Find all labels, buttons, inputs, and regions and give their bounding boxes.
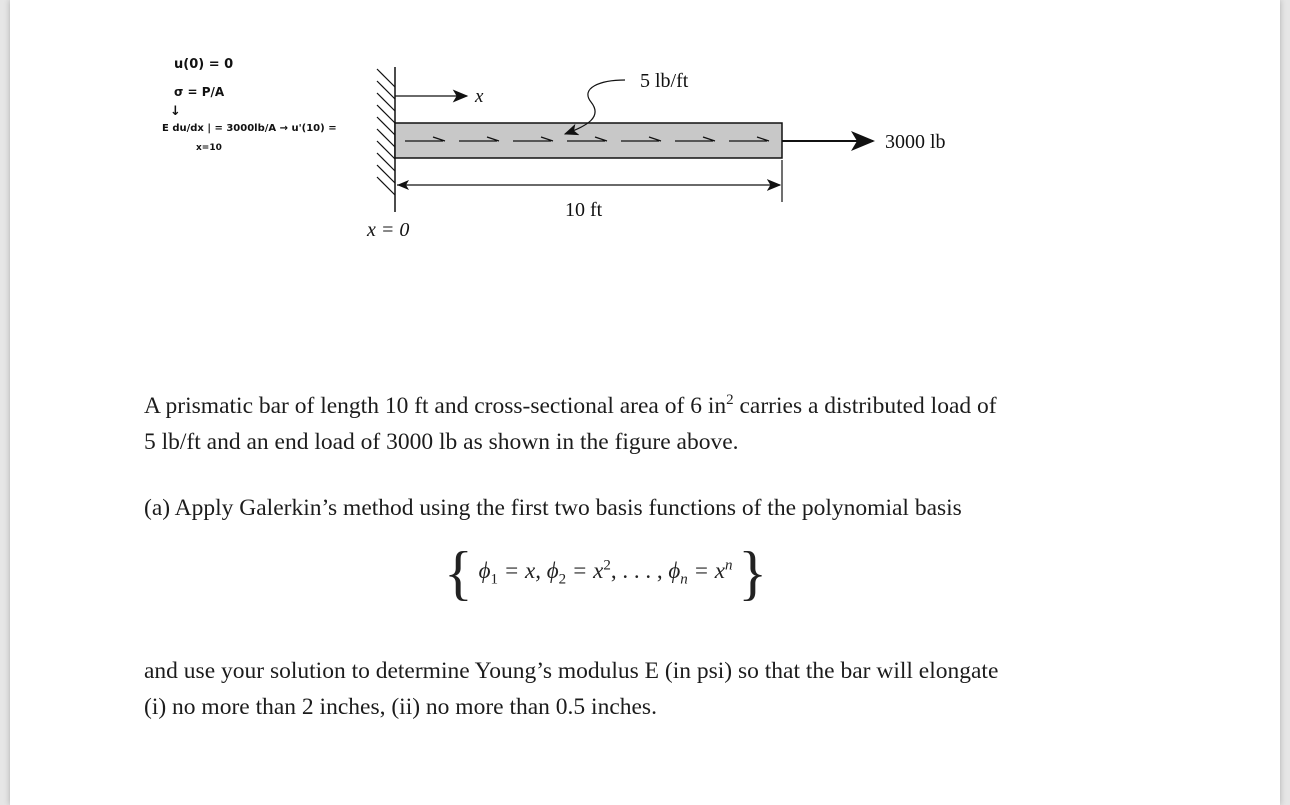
origin-label: x = 0 — [367, 219, 410, 241]
part-a-text: (a) Apply Galerkin’s method using the first two basis functions of the polynomial basis — [144, 495, 962, 521]
open-brace: { — [444, 540, 473, 606]
area-exponent: 2 — [726, 392, 734, 408]
conclusion-text-a: and use your solution to determine Young’s modulus E (in psi) so that the bar will elongate — [144, 658, 999, 684]
length-label: 10 ft — [565, 199, 603, 221]
problem-intro — [144, 382, 1134, 460]
part-a-prompt — [144, 490, 1134, 526]
note-boundary-condition: u(0) = 0 — [174, 57, 234, 72]
conclusion-text-b: (i) no more than 2 inches, (ii) no more than 0.5 inches. — [144, 694, 657, 720]
x-axis-label: x — [475, 86, 484, 107]
intro-text-a: A prismatic bar of length 10 ft and cross-sectional area of 6 in — [144, 392, 727, 419]
note-stress-formula: σ = P/A — [174, 85, 225, 99]
note-evaluation-point: x=10 — [196, 143, 222, 153]
basis-formula: { $\phi_1 = x$, $\phi_2 = x^2$, . . . , $\phi_n = x^n$ } — [444, 540, 768, 606]
intro-text-c: 5 lb/ft and an end load of 3000 lb as shown in the figure above. — [144, 428, 739, 455]
distributed-load-label: 5 lb/ft — [640, 70, 689, 92]
fixed-wall — [377, 67, 395, 212]
note-derivative-condition: E du/dx | = 3000lb/A → u'(10) = — [162, 123, 337, 134]
intro-text-b: carries a distributed load of — [733, 392, 997, 419]
close-brace: } — [738, 540, 768, 606]
bar-figure — [355, 62, 985, 252]
handwritten-notes — [160, 55, 350, 165]
end-load-label: 3000 lb — [885, 131, 946, 153]
note-arrow: ↓ — [170, 104, 181, 119]
problem-conclusion — [144, 653, 1134, 725]
